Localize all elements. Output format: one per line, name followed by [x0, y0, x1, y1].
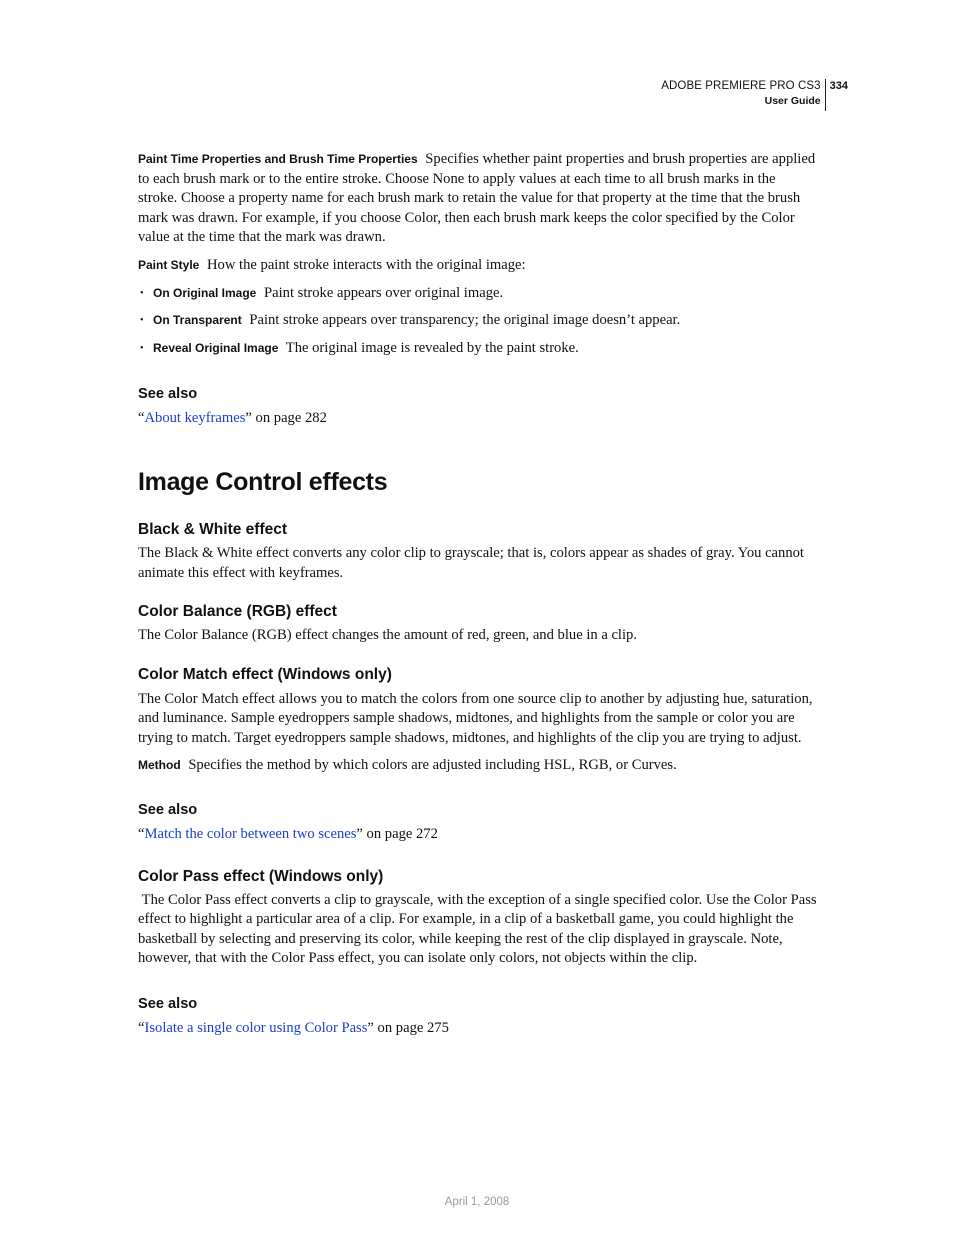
- list-item: [138, 339, 818, 359]
- color-pass-heading: Color Pass effect (Windows only): [138, 867, 384, 885]
- color-match-text: The Color Match effect allows you to match the colors from one source clip to another by adjusting hue, saturation, and luminance. Sample eyedroppers sample shadows, midtones, and highlights from the sample or color you are trying to match. Target eyedroppers sample shadows, midtones, and highlights of the clip you are trying to adjust.: [138, 690, 813, 746]
- see-also-reference: [138, 1019, 818, 1039]
- black-white-text: The Black & White effect converts any color clip to grayscale; that is, colors appear as shades of gray. You cannot animate this effect with keyframes.: [138, 544, 804, 581]
- black-white-heading: Black & White effect: [138, 520, 288, 538]
- method-text: Specifies the method by which colors are adjusted including HSL, RGB, or Curves.: [188, 756, 677, 773]
- bullet-term: Reveal Original Image: [153, 340, 279, 355]
- bullet-term: On Transparent: [153, 313, 242, 328]
- bullet-text: Paint stroke appears over original image.: [264, 284, 504, 301]
- list-item: [138, 284, 818, 304]
- list-item: [138, 311, 818, 331]
- see-also-heading: See also: [138, 996, 198, 1013]
- quote-open: “: [138, 410, 145, 427]
- color-match-heading: Color Match effect (Windows only): [138, 665, 392, 683]
- bullet-icon: •: [140, 287, 144, 299]
- see-also-heading: See also: [138, 802, 198, 819]
- reference-suffix: ” on page 272: [356, 826, 438, 843]
- color-pass-text: The Color Pass effect converts a clip to grayscale, with the exception of a single specified color. Use the Color Pass effect to highlight a particular area of a clip. For example, in a clip of a basketball game, you could highlight the basketball by selecting and preserving its color, while keeping the rest of the clip displayed in grayscale. Note, however, that with the Color Pass effect, you can isolate only colors, not objects within the clip.: [138, 891, 821, 967]
- paint-style-list: [138, 284, 818, 359]
- bullet-icon: •: [140, 315, 144, 327]
- header-product: ADOBE PREMIERE PRO CS3: [661, 80, 821, 92]
- reference-suffix: ” on page 282: [245, 410, 327, 427]
- quote-open: “: [138, 1020, 145, 1037]
- quote-open: “: [138, 826, 145, 843]
- color-balance-text: The Color Balance (RGB) effect changes the amount of red, green, and blue in a clip.: [138, 627, 637, 644]
- bullet-term: On Original Image: [153, 285, 257, 300]
- match-color-link[interactable]: Match the color between two scenes: [144, 826, 357, 843]
- paint-time-paragraph: [138, 150, 818, 248]
- bullet-text: Paint stroke appears over transparency; the original image doesn’t appear.: [249, 312, 681, 329]
- see-also-reference: [138, 825, 818, 845]
- paint-time-term: Paint Time Properties and Brush Time Properties: [138, 152, 418, 166]
- about-keyframes-link[interactable]: About keyframes: [144, 410, 246, 427]
- method-paragraph: [138, 756, 818, 776]
- bullet-icon: •: [140, 342, 144, 354]
- method-term: Method: [138, 757, 181, 772]
- header-title-block: [661, 79, 825, 111]
- header-guide: User Guide: [764, 95, 821, 107]
- paint-style-term: Paint Style: [138, 257, 200, 272]
- isolate-color-link[interactable]: Isolate a single color using Color Pass: [144, 1020, 368, 1037]
- see-also-reference: [138, 409, 818, 429]
- color-balance-heading: Color Balance (RGB) effect: [138, 603, 337, 621]
- page-header: [661, 79, 848, 111]
- page-content: [138, 150, 821, 1039]
- see-also-heading: See also: [138, 386, 198, 403]
- footer-date: April 1, 2008: [444, 1196, 510, 1208]
- bullet-text: The original image is revealed by the paint stroke.: [285, 339, 579, 356]
- section-title: Image Control effects: [138, 467, 388, 496]
- paint-style-paragraph: [138, 256, 818, 276]
- page-number: 334: [829, 80, 848, 92]
- reference-suffix: ” on page 275: [367, 1020, 449, 1037]
- paint-time-text: Specifies whether paint properties and brush properties are applied to each brush mark or to the entire stroke. Choose None to apply values at each time to all brush marks in the stroke. Choose a property name for each brush mark to retain the value for that property at the time that the brush mark was drawn. For example, if you choose Color, then each brush mark keeps the color specified by the Color value at the time that the mark was drawn.: [138, 151, 816, 246]
- paint-style-text: How the paint stroke interacts with the original image:: [207, 256, 526, 273]
